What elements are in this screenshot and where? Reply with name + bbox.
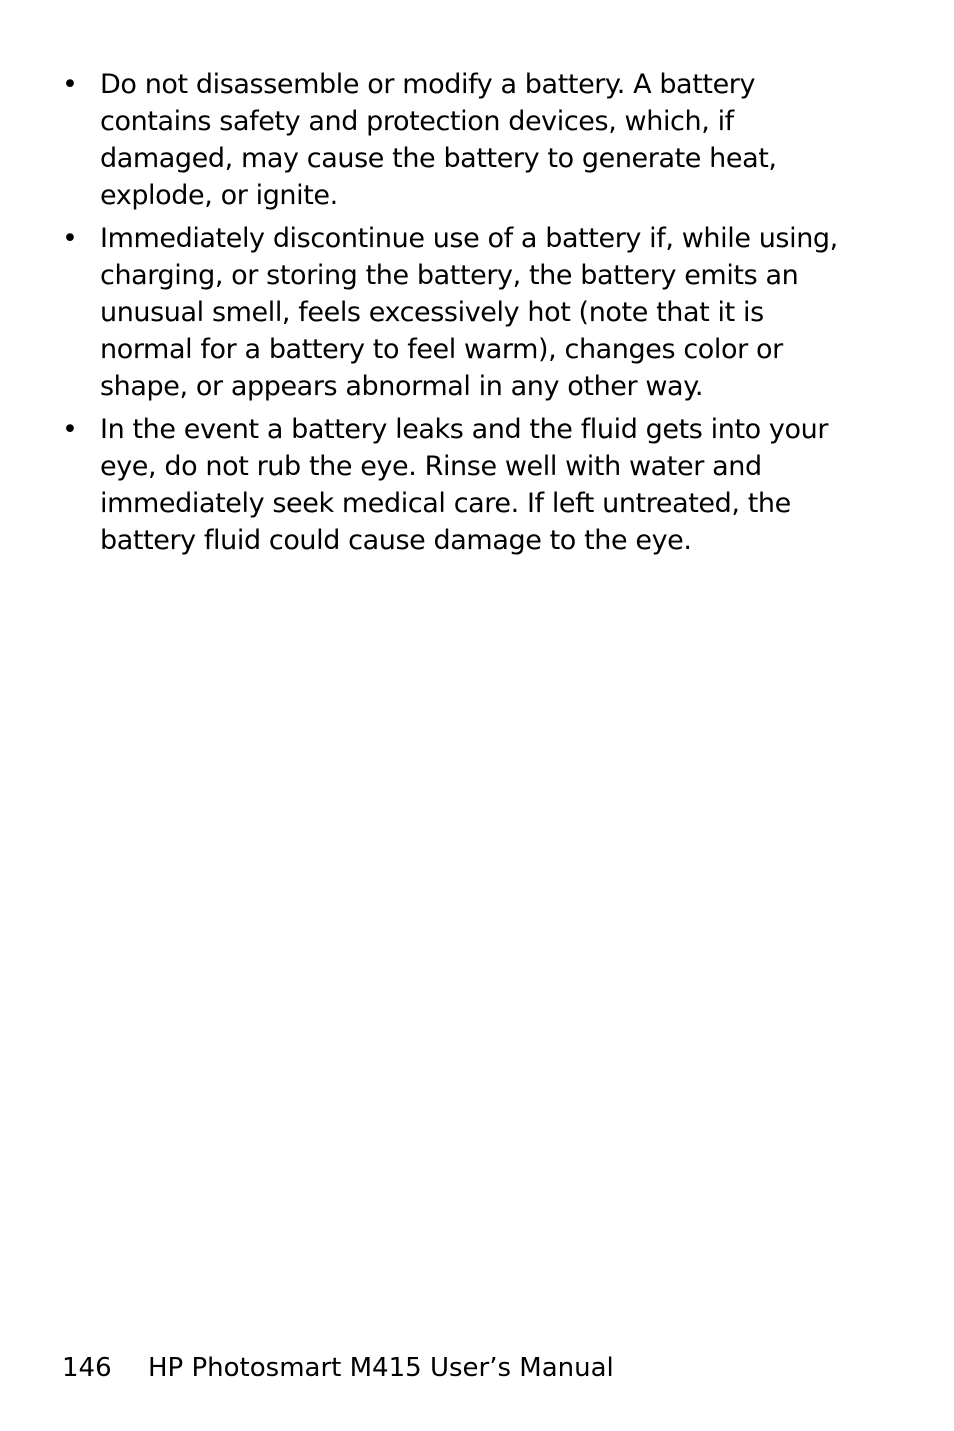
list-item-text: In the event a battery leaks and the fluid gets into your eye, do not rub the eye. Rinse well with water and immediately seek medical care. If left untreated, the battery fluid could cause damage to the eye. bbox=[100, 414, 829, 556]
list-item bbox=[60, 66, 840, 214]
page-number: 146 bbox=[62, 1353, 112, 1383]
manual-title: HP Photosmart M415 User’s Manual bbox=[148, 1353, 614, 1383]
list-item-text: Do not disassemble or modify a battery. A battery contains safety and protection devices, which, if damaged, may cause the battery to generate heat, explode, or ignite. bbox=[100, 69, 777, 211]
bullet-icon: • bbox=[62, 69, 78, 100]
page-content bbox=[60, 66, 840, 565]
list-item bbox=[60, 411, 840, 559]
bullet-icon: • bbox=[62, 223, 78, 254]
bullet-icon: • bbox=[62, 414, 78, 445]
list-item-text: Immediately discontinue use of a battery if, while using, charging, or storing the battery, the battery emits an unusual smell, feels excessively hot (note that it is normal for a battery to feel warm), changes color or shape, or appears abnormal in any other way. bbox=[100, 223, 838, 402]
list-item bbox=[60, 220, 840, 405]
page-footer bbox=[62, 1348, 614, 1388]
safety-bullet-list bbox=[60, 66, 840, 559]
